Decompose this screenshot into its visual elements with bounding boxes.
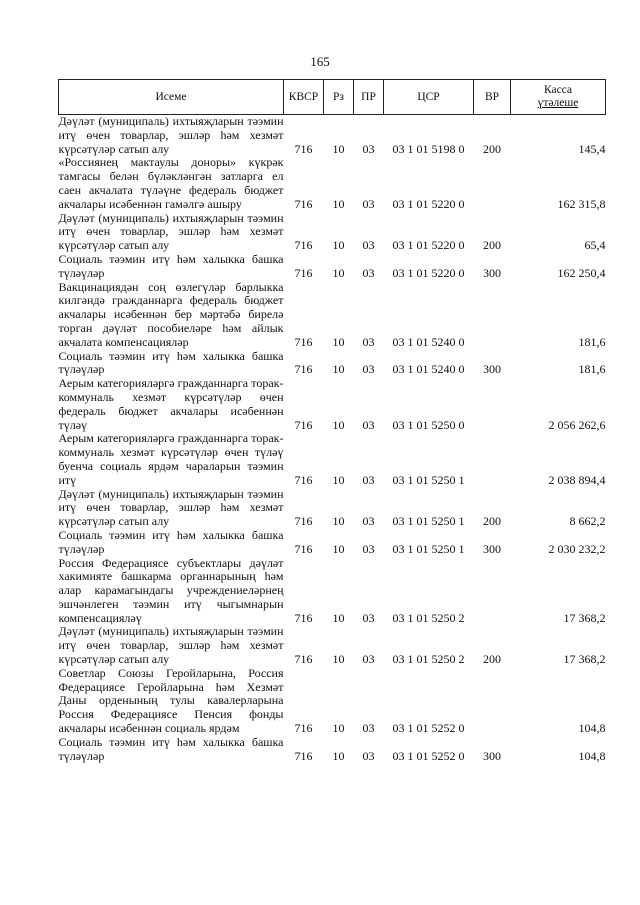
row-rz: 10 (332, 334, 345, 349)
row-kvsr: 716 (294, 472, 313, 487)
header-kvsr: КВСР (284, 80, 324, 115)
row-amount: 104,8 (578, 748, 606, 763)
row-kvsr: 716 (294, 196, 313, 211)
table-row (59, 115, 606, 157)
row-amount: 145,4 (578, 141, 606, 156)
row-name: Дәүләт (муниципаль) ихтыяҗларын тәэмин итү өчен товарлар, эшләр һәм хезмәт күрсәтүләр сатып алу (58, 486, 284, 529)
table-row (59, 377, 606, 432)
header-rz: Рз (324, 80, 354, 115)
row-kvsr: 716 (294, 721, 313, 736)
row-csr: 03 1 01 5250 1 (392, 514, 465, 529)
row-csr: 03 1 01 5252 0 (392, 721, 465, 736)
row-kvsr: 716 (294, 238, 313, 253)
row-csr: 03 1 01 5240 0 (392, 334, 465, 349)
row-pr: 03 (362, 541, 375, 556)
table-header-row (59, 80, 606, 115)
row-csr: 03 1 01 5240 0 (392, 362, 465, 377)
row-kvsr: 716 (294, 141, 313, 156)
row-vr: 200 (483, 514, 501, 529)
row-name: «Россиянең мактаулы доноры» күкрәк тамгасы белән бүләкләнгән затларга ел саен акчалата түләүне федераль бюджет акчалары исәбеннән гамәлгә ашыру (58, 155, 284, 211)
row-rz: 10 (332, 748, 345, 763)
row-rz: 10 (332, 652, 345, 667)
row-vr (474, 432, 511, 487)
row-csr: 03 1 01 5198 0 (392, 141, 465, 156)
row-rz: 10 (332, 265, 345, 280)
row-vr (474, 557, 511, 626)
row-csr: 03 1 01 5220 0 (392, 196, 465, 211)
row-pr: 03 (362, 610, 375, 625)
row-amount: 104,8 (578, 721, 606, 736)
row-vr: 200 (483, 141, 501, 156)
row-csr: 03 1 01 5252 0 (392, 748, 465, 763)
row-name: Социаль тәэмин итү һәм халыкка башка түләүләр (58, 348, 284, 377)
row-pr: 03 (362, 472, 375, 487)
table-row (59, 736, 606, 764)
row-amount: 162 250,4 (557, 265, 606, 280)
row-pr: 03 (362, 721, 375, 736)
row-amount: 162 315,8 (557, 196, 606, 211)
table-row (59, 488, 606, 529)
row-pr: 03 (362, 238, 375, 253)
page-number: 165 (310, 54, 330, 69)
row-amount: 8 662,2 (569, 514, 606, 529)
row-name: Вакцинациядән соң өзлегүләр барлыкка килгәндә гражданнарга федераль бюджет акчалары исәбеннән бер мәртәбә бирелә торган дәүләт пособиеләре һәм айлык акчалата компенсацияләр (58, 279, 284, 349)
header-vr: ВР (474, 80, 511, 115)
row-name: Дәүләт (муниципаль) ихтыяҗларын тәэмин итү өчен товарлар, эшләр һәм хезмәт күрсәтүләр сатып алу (58, 210, 284, 253)
table-row (59, 667, 606, 736)
row-rz: 10 (332, 514, 345, 529)
row-pr: 03 (362, 196, 375, 211)
row-amount: 2 030 232,2 (548, 541, 606, 556)
header-pr: ПР (354, 80, 384, 115)
row-name: Аерым категорияләргә гражданнарга торак-коммуналь хезмәт күрсәтүләр өчен федераль бюджет акчалары исәбеннән түләү (58, 376, 284, 432)
row-kvsr: 716 (294, 748, 313, 763)
row-csr: 03 1 01 5250 2 (392, 652, 465, 667)
row-name: Россия Федерациясе субъектлары дәүләт хакимияте башкарма органнарының һәм алар карамагындагы учреждениеләрнең эшчәнлеген тәэмин итү чыгымнарын компенсацияләү (58, 555, 284, 625)
row-vr (474, 156, 511, 211)
table-row (59, 156, 606, 211)
row-csr: 03 1 01 5220 0 (392, 238, 465, 253)
row-name: Дәүләт (муниципаль) ихтыяҗларын тәэмин итү өчен товарлар, эшләр һәм хезмәт күрсәтүләр сатып алу (58, 624, 284, 667)
row-csr: 03 1 01 5250 2 (392, 610, 465, 625)
row-amount: 181,6 (578, 362, 606, 377)
row-rz: 10 (332, 472, 345, 487)
row-kvsr: 716 (294, 541, 313, 556)
row-kvsr: 716 (294, 652, 313, 667)
row-pr: 03 (362, 652, 375, 667)
budget-table (58, 79, 606, 763)
row-vr: 200 (483, 652, 501, 667)
table-row (59, 212, 606, 253)
row-amount: 65,4 (584, 238, 606, 253)
table-row (59, 529, 606, 557)
row-rz: 10 (332, 196, 345, 211)
row-csr: 03 1 01 5250 0 (392, 417, 465, 432)
row-rz: 10 (332, 417, 345, 432)
row-amount: 17 368,2 (563, 610, 606, 625)
row-pr: 03 (362, 362, 375, 377)
row-name: Аерым категорияләргә гражданнарга торак-коммуналь хезмәт күрсәтүләр өчен түләү буенча социаль ярдәм чараларын тәэмин итү (58, 431, 284, 487)
row-kvsr: 716 (294, 514, 313, 529)
row-vr: 300 (483, 362, 501, 377)
row-amount: 17 368,2 (563, 652, 606, 667)
header-csr: ЦСР (384, 80, 474, 115)
row-csr: 03 1 01 5250 1 (392, 472, 465, 487)
table-row (59, 281, 606, 350)
row-rz: 10 (332, 610, 345, 625)
row-name: Социаль тәэмин итү һәм халыкка башка түләүләр (58, 734, 284, 763)
row-rz: 10 (332, 362, 345, 377)
row-vr: 300 (483, 541, 501, 556)
row-name: Социаль тәэмин итү һәм халыкка башка түләүләр (58, 527, 284, 556)
row-vr (474, 281, 511, 350)
table-row (59, 350, 606, 378)
table-row (59, 557, 606, 626)
row-amount: 2 038 894,4 (548, 472, 606, 487)
row-rz: 10 (332, 721, 345, 736)
row-vr (474, 667, 511, 736)
row-vr (474, 377, 511, 432)
row-vr: 200 (483, 238, 501, 253)
row-kvsr: 716 (294, 265, 313, 280)
row-rz: 10 (332, 141, 345, 156)
row-name: Советлар Союзы Геройларына, Россия Федерациясе Геройларына һәм Хезмәт Даны орденының тулы кавалерларына Россия Федерациясе Пенсия фонды акчалары исәбеннән социаль ярдәм (58, 665, 284, 736)
row-kvsr: 716 (294, 334, 313, 349)
header-name: Исеме (59, 80, 284, 115)
header-kassa-line2: үтәлеше (537, 97, 579, 109)
row-rz: 10 (332, 238, 345, 253)
row-kvsr: 716 (294, 417, 313, 432)
row-vr: 300 (483, 265, 501, 280)
row-pr: 03 (362, 514, 375, 529)
row-csr: 03 1 01 5250 1 (392, 541, 465, 556)
row-pr: 03 (362, 141, 375, 156)
row-csr: 03 1 01 5220 0 (392, 265, 465, 280)
header-kassa-line1: Касса (543, 84, 573, 96)
row-amount: 2 056 262,6 (548, 417, 606, 432)
row-pr: 03 (362, 265, 375, 280)
table-row (59, 432, 606, 487)
row-rz: 10 (332, 541, 345, 556)
row-pr: 03 (362, 417, 375, 432)
row-pr: 03 (362, 334, 375, 349)
row-pr: 03 (362, 748, 375, 763)
row-kvsr: 716 (294, 362, 313, 377)
table-body (59, 115, 606, 764)
table-row (59, 625, 606, 666)
row-kvsr: 716 (294, 610, 313, 625)
row-amount: 181,6 (578, 334, 606, 349)
table-row (59, 253, 606, 281)
row-name: Социаль тәэмин итү һәм халыкка башка түләүләр (58, 251, 284, 280)
row-vr: 300 (483, 748, 501, 763)
row-name: Дәүләт (муниципаль) ихтыяҗларын тәэмин итү өчен товарлар, эшләр һәм хезмәт күрсәтүләр сатып алу (58, 114, 284, 156)
header-kassa (511, 80, 606, 115)
